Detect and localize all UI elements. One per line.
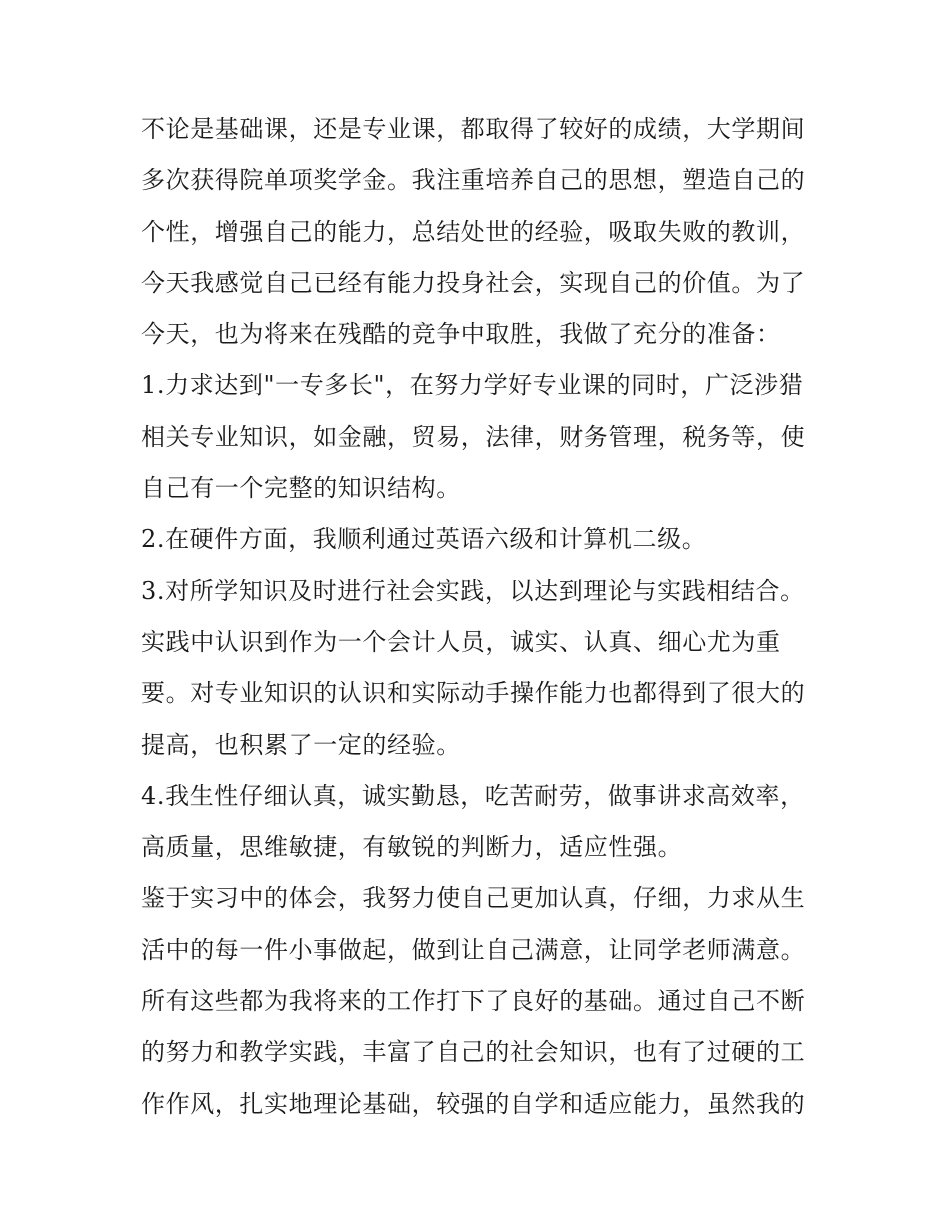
- text-line: 活中的每一件小事做起，做到让自己满意，让同学老师满意。: [141, 935, 806, 964]
- list-item-1-line: 相关专业知识，如金融，贸易，法律，财务管理，税务等，使: [141, 422, 806, 451]
- text-line: 的努力和教学实践，丰富了自己的社会知识，也有了过硬的工: [141, 1038, 806, 1067]
- list-item-4-line: 4.我生性仔细认真，诚实勤恳，吃苦耐劳，做事讲求高效率，: [141, 781, 805, 810]
- list-item-2-line: 2.在硬件方面，我顺利通过英语六级和计算机二级。: [141, 525, 707, 554]
- list-item-4-line: 高质量，思维敏捷，有敏锐的判断力，适应性强。: [141, 833, 683, 862]
- text-line: 所有这些都为我将来的工作打下了良好的基础。通过自己不断: [141, 987, 806, 1016]
- list-item-3-line: 提高，也积累了一定的经验。: [141, 730, 461, 759]
- text-line: 个性，增强自己的能力，总结处世的经验，吸取失败的教训，: [141, 217, 806, 246]
- text-line: 不论是基础课，还是专业课，都取得了较好的成绩，大学期间: [141, 115, 806, 143]
- text-line: 作作风，扎实地理论基础，较强的自学和适应能力，虽然我的: [141, 1089, 806, 1118]
- list-item-3-line: 要。对专业知识的认识和实际动手操作能力也都得到了很大的: [141, 679, 806, 708]
- text-line: 今天我感觉自己已经有能力投身社会，实现自己的价值。为了: [141, 268, 806, 297]
- list-item-3-line: 3.对所学知识及时进行社会实践，以达到理论与实践相结合。: [141, 576, 805, 605]
- text-line: 今天，也为将来在残酷的竞争中取胜，我做了充分的准备：: [141, 320, 781, 349]
- text-line: 多次获得院单项奖学金。我注重培养自己的思想，塑造自己的: [141, 166, 806, 195]
- body-text: [141, 104, 813, 1130]
- text-line: 鉴于实习中的体会，我努力使自己更加认真，仔细，力求从生: [141, 884, 806, 913]
- list-item-3-line: 实践中认识到作为一个会计人员，诚实、认真、细心尤为重: [141, 627, 781, 656]
- list-item-1-line: 1.力求达到"一专多长"，在努力学好专业课的同时，广泛涉猎: [141, 371, 804, 400]
- list-item-1-line: 自己有一个完整的知识结构。: [141, 474, 461, 503]
